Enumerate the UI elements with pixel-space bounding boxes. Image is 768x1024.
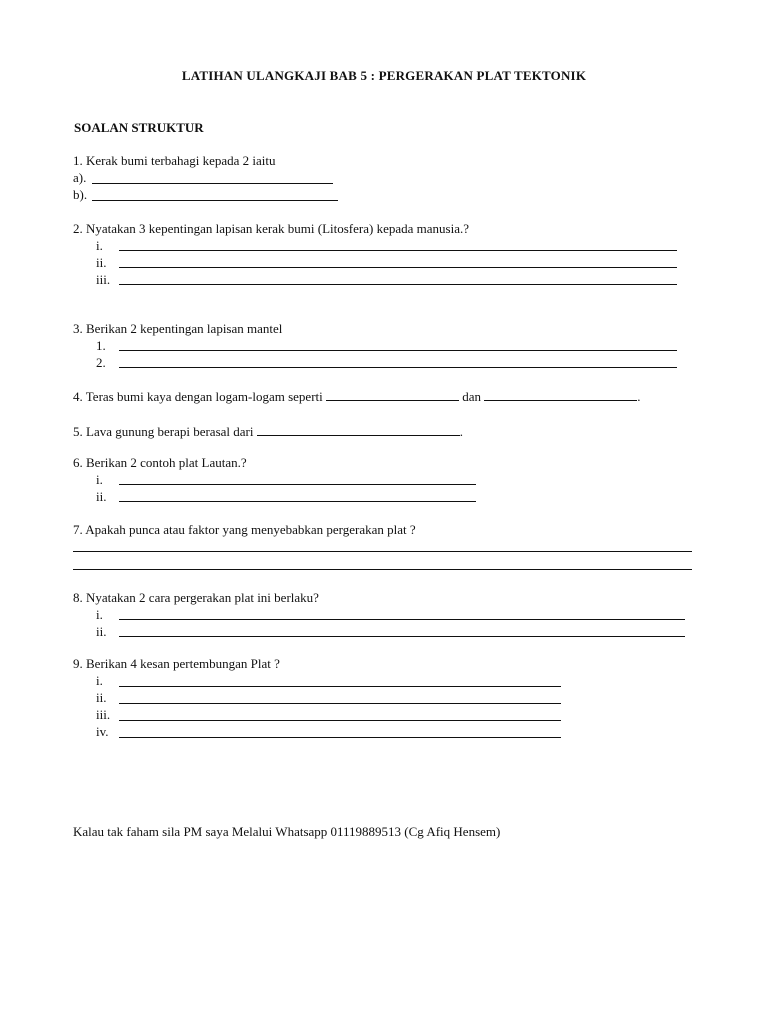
question-1-label-b: b).: [73, 187, 88, 202]
section-heading: SOALAN STRUKTUR: [74, 120, 204, 135]
question-2-text: 2. Nyatakan 3 kepentingan lapisan kerak bumi (Litosfera) kepada manusia.?: [73, 221, 469, 236]
answer-line-6-i[interactable]: [119, 484, 476, 485]
answer-blank-4b[interactable]: [484, 388, 637, 401]
question-2-item-label: i.: [96, 238, 103, 253]
question-1-label-a: a).: [73, 170, 87, 185]
answer-line-2-ii[interactable]: [119, 267, 677, 268]
question-5-part2: .: [459, 424, 463, 439]
answer-line-9-i[interactable]: [119, 686, 561, 687]
answer-line-2-i[interactable]: [119, 250, 677, 251]
answer-line-8-i[interactable]: [119, 619, 685, 620]
question-3-item-label: 2.: [96, 355, 106, 370]
question-8-item-label: ii.: [96, 624, 107, 639]
question-7-text: 7. Apakah punca atau faktor yang menyebabkan pergerakan plat ?: [73, 522, 416, 537]
question-6-text: 6. Berikan 2 contoh plat Lautan.?: [73, 455, 247, 470]
question-4-text: [73, 388, 641, 405]
answer-line-6-ii[interactable]: [119, 501, 476, 502]
question-9-item-label: ii.: [96, 690, 107, 705]
question-4-part3: .: [637, 389, 641, 404]
answer-line-9-iii[interactable]: [119, 720, 561, 721]
answer-line-7-b[interactable]: [73, 569, 692, 570]
page-title: LATIHAN ULANGKAJI BAB 5 : PERGERAKAN PLAT TEKTONIK: [181, 68, 587, 83]
answer-line-1a[interactable]: [92, 183, 333, 184]
answer-line-9-iv[interactable]: [119, 737, 561, 738]
answer-blank-4a[interactable]: [326, 388, 459, 401]
answer-line-9-ii[interactable]: [119, 703, 561, 704]
question-5-text: [73, 423, 463, 440]
question-6-item-label: ii.: [96, 489, 107, 504]
question-9-text: 9. Berikan 4 kesan pertembungan Plat ?: [73, 656, 280, 671]
answer-line-1b[interactable]: [92, 200, 338, 201]
answer-line-3-2[interactable]: [119, 367, 677, 368]
question-8-text: 8. Nyatakan 2 cara pergerakan plat ini berlaku?: [73, 590, 319, 605]
question-1-text: 1. Kerak bumi terbahagi kepada 2 iaitu: [73, 153, 276, 168]
question-2-item-label: ii.: [96, 255, 107, 270]
question-5-part1: 5. Lava gunung berapi berasal dari: [73, 424, 254, 439]
question-4-part2: dan: [462, 389, 482, 404]
answer-blank-5[interactable]: [257, 423, 460, 436]
question-3-text: 3. Berikan 2 kepentingan lapisan mantel: [73, 321, 283, 336]
question-9-item-label: i.: [96, 673, 103, 688]
answer-line-7-a[interactable]: [73, 551, 692, 552]
question-3-item-label: 1.: [96, 338, 106, 353]
question-9-item-label: iii.: [96, 707, 111, 722]
answer-line-2-iii[interactable]: [119, 284, 677, 285]
footer-contact-note: Kalau tak faham sila PM saya Melalui Whatsapp 01119889513 (Cg Afiq Hensem): [73, 824, 501, 839]
answer-line-3-1[interactable]: [119, 350, 677, 351]
question-4-part1: 4. Teras bumi kaya dengan logam-logam seperti: [73, 389, 323, 404]
question-2-item-label: iii.: [96, 272, 111, 287]
question-8-item-label: i.: [96, 607, 103, 622]
question-9-item-label: iv.: [96, 724, 109, 739]
question-6-item-label: i.: [96, 472, 103, 487]
answer-line-8-ii[interactable]: [119, 636, 685, 637]
